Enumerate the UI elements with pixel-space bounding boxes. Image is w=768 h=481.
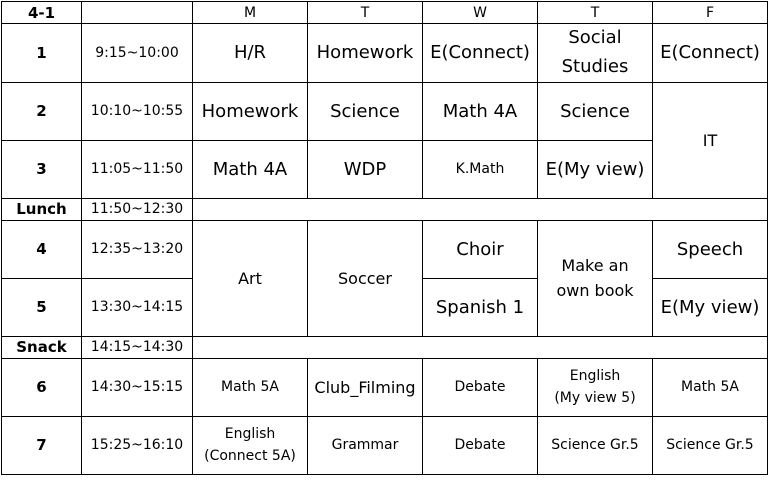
class-cell-tue: Science	[308, 82, 423, 140]
lunch-row	[2, 198, 768, 220]
class-cell-fri: Science Gr.5	[653, 416, 768, 474]
period-time: 10:10~10:55	[82, 82, 193, 140]
period-label: 2	[2, 82, 82, 140]
class-name: 4-1	[2, 2, 82, 24]
timetable	[1, 1, 768, 475]
class-cell-thu	[538, 358, 653, 416]
class-cell-thu: Science Gr.5	[538, 416, 653, 474]
class-cell-wed: Math 4A	[423, 82, 538, 140]
class-text-line-1: English	[224, 425, 276, 442]
period-time: 13:30~14:15	[82, 278, 193, 336]
day-header-wednesday: W	[423, 2, 538, 24]
class-cell-thu-merged	[538, 220, 653, 336]
class-cell-mon: Math 4A	[193, 140, 308, 198]
period-time: 14:30~15:15	[82, 358, 193, 416]
period-label: 7	[2, 416, 82, 474]
snack-row	[2, 336, 768, 358]
break-time: 14:15~14:30	[82, 336, 193, 358]
break-empty-cell	[193, 198, 768, 220]
break-label: Lunch	[2, 198, 82, 220]
class-cell-mon: H/R	[193, 24, 308, 83]
period-time: 9:15~10:00	[82, 24, 193, 83]
class-text-line-2: own book	[556, 281, 634, 301]
period-label: 3	[2, 140, 82, 198]
class-cell-fri: Math 5A	[653, 358, 768, 416]
class-cell-tue-merged: Soccer	[308, 220, 423, 336]
header-row	[2, 2, 768, 24]
period-label: 6	[2, 358, 82, 416]
class-cell-thu: Science	[538, 82, 653, 140]
class-cell-mon	[193, 416, 308, 474]
period-row-4	[2, 220, 768, 278]
period-label: 1	[2, 24, 82, 83]
class-cell-wed: Debate	[423, 358, 538, 416]
period-time: 11:05~11:50	[82, 140, 193, 198]
break-empty-cell	[193, 336, 768, 358]
day-header-thursday: T	[538, 2, 653, 24]
class-cell-thu	[538, 24, 653, 83]
class-cell-fri: E(Connect)	[653, 24, 768, 83]
class-text-line-2: Studies	[561, 55, 629, 77]
class-cell-wed: K.Math	[423, 140, 538, 198]
class-cell-thu: E(My view)	[538, 140, 653, 198]
period-row-2	[2, 82, 768, 140]
class-cell-fri: Speech	[653, 220, 768, 278]
class-cell-wed: Debate	[423, 416, 538, 474]
day-header-monday: M	[193, 2, 308, 24]
class-cell-mon-merged: Art	[193, 220, 308, 336]
period-row-6	[2, 358, 768, 416]
class-cell-tue: Club_Filming	[308, 358, 423, 416]
class-cell-fri: E(My view)	[653, 278, 768, 336]
class-text-line-2: (Connect 5A)	[204, 448, 296, 465]
break-time: 11:50~12:30	[82, 198, 193, 220]
break-label: Snack	[2, 336, 82, 358]
class-text-line-1: Social	[568, 27, 622, 48]
class-cell-tue: Homework	[308, 24, 423, 83]
class-text-line-1: English	[569, 367, 621, 384]
period-time: 12:35~13:20	[82, 220, 193, 278]
day-header-friday: F	[653, 2, 768, 24]
class-cell-wed: E(Connect)	[423, 24, 538, 83]
period-row-7	[2, 416, 768, 474]
period-label: 4	[2, 220, 82, 278]
class-cell-fri-merged: IT	[653, 82, 768, 198]
day-header-tuesday: T	[308, 2, 423, 24]
period-time: 15:25~16:10	[82, 416, 193, 474]
period-label: 5	[2, 278, 82, 336]
period-row-1	[2, 24, 768, 83]
class-cell-wed: Choir	[423, 220, 538, 278]
class-cell-mon: Math 5A	[193, 358, 308, 416]
class-text-line-2: (My view 5)	[554, 390, 636, 407]
class-text-line-1: Make an	[561, 255, 629, 275]
class-cell-tue: Grammar	[308, 416, 423, 474]
time-header	[82, 2, 193, 24]
class-cell-mon: Homework	[193, 82, 308, 140]
class-cell-wed: Spanish 1	[423, 278, 538, 336]
class-cell-tue: WDP	[308, 140, 423, 198]
